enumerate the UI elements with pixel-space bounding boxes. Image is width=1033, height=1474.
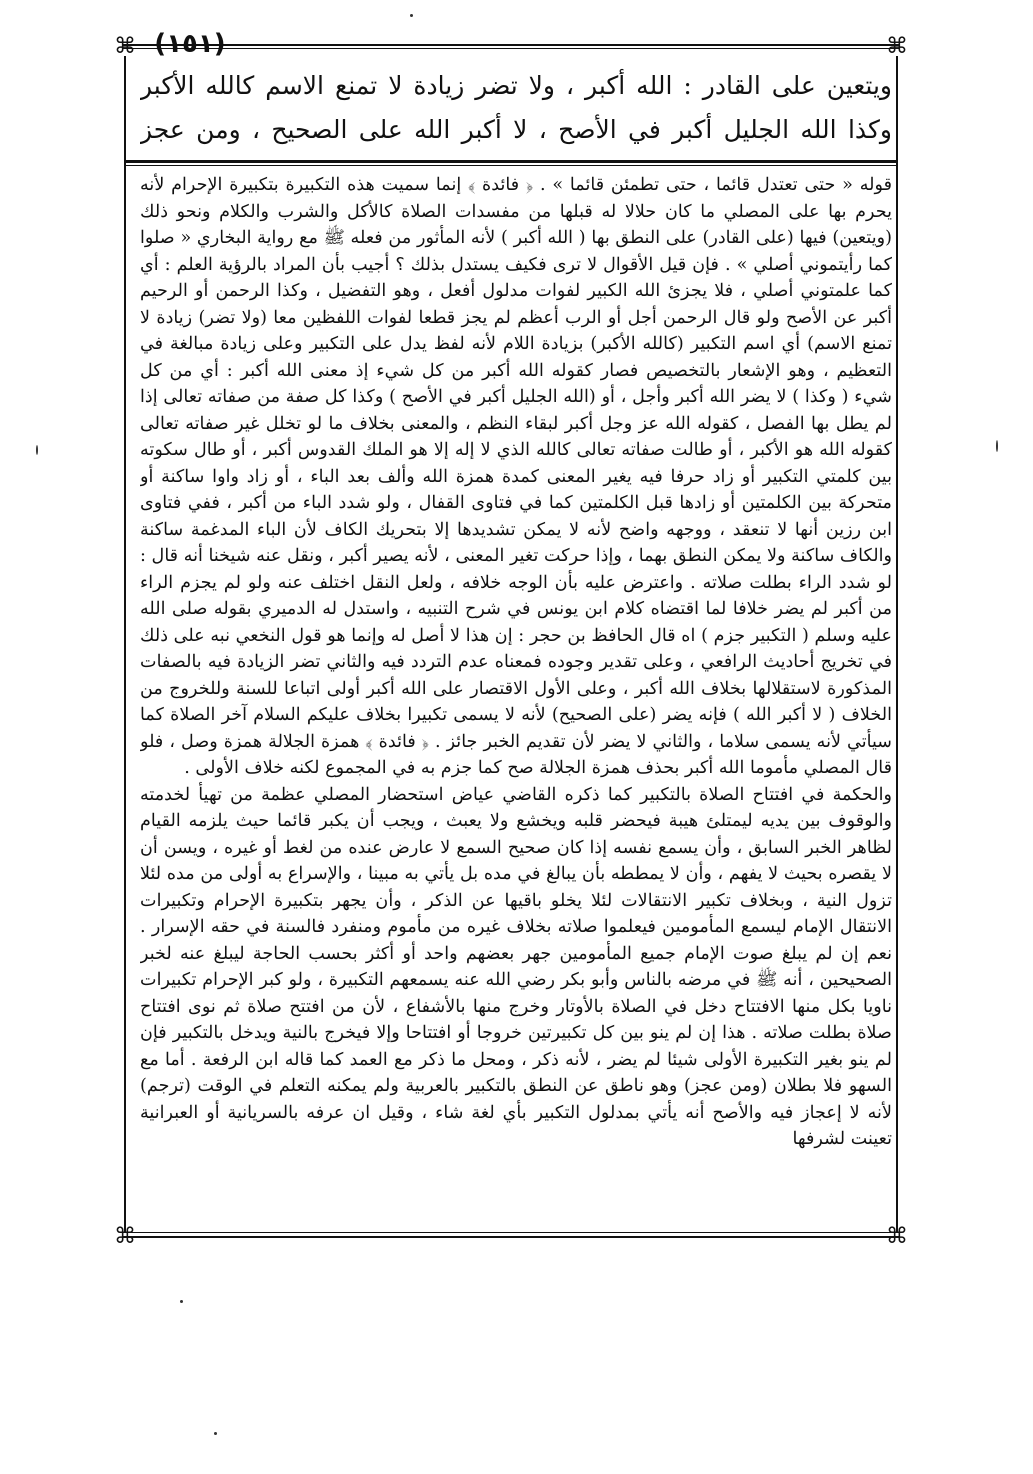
commentary-paragraph: قوله « حتى تعتدل قائما ، حتى تطمئن قائما » . ﴿ فائدة ﴾ إنما سميت هذه التكبيرة بتكبيرة الإحرام لأنه يحرم بها على المصلي ما كان حلالا له قبلها من مفسدات الصلاة كالأكل والشرب والكلام ونحو ذلك (ويتعين) فيها (على القادر) على النطق بها ( الله أكبر ) لأنه المأثور من فعله ﷺ مع رواية البخاري « صلوا كما رأيتموني أصلي » . فإن قيل الأقوال لا ترى فكيف يستدل بذلك ؟ أجيب بأن المراد بالرؤية العلم : أي كما علمتوني أصلي ، فلا يجزئ الله الكبير لفوات مدلول أفعل ، وهو التفضيل ، وكذا الرحمن أو الرحيم أكبر عن الأصح ولو قال الرحمن أجل أو الرب أعظم لم يجز قطعا لفوات اللفظين معا (ولا تضر) زيادة لا تمنع الاسم) أي اسم التكبير (كالله الأكبر) بزيادة اللام لأنه لفظ يدل على التكبير وعلى زيادة مبالغة في التعظيم ، وهو الإشعار بالتخصيص فصار كقوله الله أكبر من كل شيء إذ معنى الله أكبر : أي من كل شيء ( وكذا ) لا يضر الله أكبر وأجل ، أو (الله الجليل أكبر في الأصح ) وكذا كل صفة من صفاته تعالى إذا لم يطل بها الفصل ، كقوله الله عز وجل أكبر لبقاء النظم ، والمعنى بخلاف ما لو تخلل غير صفاته تعالى كقوله الله هو الأكبر ، أو طالت صفاته تعالى كالله الذي لا إله إلا هو الملك القدوس أكبر ، أو طال سكوته بين كلمتي التكبير أو زاد حرفا فيه يغير المعنى كمدة همزة الله وألف بعد الباء ، أو زاد واوا ساكنة أو متحركة بين الكلمتين أو زادها قبل الكلمتين كما في فتاوى القفال ، ولو شدد الباء من أكبر ، ففي فتاوى ابن رزين أنها لا تنعقد ، ووجهه واضح لأنه لا يمكن تشديدها إلا بتحريك الكاف لأن الباء المدغمة ساكنة والكاف ساكنة ولا يمكن النطق بهما ، وإذا حركت تغير المعنى ، لأنه يصير أكبر ، ونقل عنه شيخنا أنه قال : لو شدد الراء بطلت صلاته . واعترض عليه بأن الوجه خلافه ، ولعل النقل اختلف عنه ولو لم يجزم الراء من أكبر لم يضر خلافا لما اقتضاه كلام ابن يونس في شرح التنبيه ، واستدل له الدميري بقوله صلى الله عليه وسلم ( التكبير جزم ) اه قال الحافظ بن حجر : إن هذا لا أصل له وإنما هو قول النخعي نبه على ذلك في تخريج أحاديث الرافعي ، وعلى تقدير وجوده فمعناه عدم التردد فيه والثاني تضر الزيادة فيه بالصفات المذكورة لاستقلالها بخلاف الله أكبر ، وعلى الأول الاقتصار على الله أكبر أولى اتباعا للسنة وللخروج من الخلاف ( لا أكبر الله ) فإنه يضر (على الصحيح) لأنه لا يسمى تكبيرا بخلاف عليكم السلام آخر الصلاة كما سيأتي لأنه يسمى سلاما ، والثاني لا يضر لأن تقديم الخبر جائز . ﴿ فائدة ﴾ همزة الجلالة همزة وصل ، فلو قال المصلي مأموما الله أكبر بحذف همزة الجلالة صح كما جزم به في المجموع لكنه خلاف الأولى . [140,175,892,778]
scan-speck [410,14,413,17]
frame-left-line [124,56,126,1232]
corner-ornament-icon: ⌘ [886,1224,908,1249]
scan-speck [996,440,998,452]
corner-ornament-icon: ⌘ [114,34,136,59]
section-divider-thin [126,165,896,166]
corner-ornament-icon: ⌘ [886,34,908,59]
commentary-text [140,172,892,1238]
matn-text: ويتعين على القادر : الله أكبر ، ولا تضر زيادة لا تمنع الاسم كالله الأكبر وكذا الله الجليل أكبر في الأصح ، لا أكبر الله على الصحيح ، ومن عجز [140,71,892,144]
frame-top-line-inner [122,48,900,49]
frame-right-line [896,56,898,1232]
section-divider [126,160,896,163]
frame-top-line [122,44,900,46]
scan-speck [36,445,38,455]
commentary-paragraph: والحكمة في افتتاح الصلاة بالتكبير كما ذكره القاضي عياض استحضار المصلي عظمة من تهيأ لخدمته والوقوف بين يديه ليمتلئ هيبة فيحضر قلبه ويخشع ولا يعبث ، ويجب أن يكبر قائما حيث يلزمه القيام لظاهر الخبر السابق ، وأن يسمع نفسه إذا كان صحيح السمع لا عارض عنده من لغط أو غيره ، ويسن أن لا يقصره بحيث لا يفهم ، وأن لا يمططه بأن يبالغ في مده بل يأتي به مبينا ، والإسراع به أولى من مده لئلا تزول النية ، وبخلاف تكبير الانتقالات لئلا يخلو باقيها عن الذكر ، وأن يجهر بتكبيرة الإحرام وتكبيرات الانتقال الإمام ليسمع المأمومين فيعلموا صلاته بخلاف غيره من مأموم ومنفرد فالسنة في حقه الإسرار . نعم إن لم يبلغ صوت الإمام جميع المأمومين جهر بعضهم واحد أو أكثر بحسب الحاجة ليبلغ عنه لخبر الصحيحين ، أنه ﷺ في مرضه بالناس وأبو بكر رضي الله عنه يسمعهم التكبيرة ، ولو كبر الإحرام تكبيرات ناويا بكل منها الافتتاح دخل في الصلاة بالأوتار وخرج منها بالأشفاع ، لأن من افتتح صلاة ثم نوى افتتاح صلاة بطلت صلاته . هذا إن لم ينو بين كل تكبيرتين خروجا أو افتتاحا وإلا فيخرج بالنية ويدخل بالتكبير فإن لم ينو بغير التكبيرة الأولى شيئا لم يضر ، لأنه ذكر ، ومحل ما ذكر مع العمد كما قاله ابن الرفعة . أما مع السهو فلا بطلان (ومن عجز) وهو ناطق عن النطق بالتكبير بالعربية ولم يمكنه التعلم في الوقت (ترجم) لأنه لا إعجاز فيه والأصح أنه يأتي بمدلول التكبير بأي لغة شاء ، وقيل ان عرفه بالسريانية أو العبرانية تعينت لشرفها [140,784,892,1149]
scan-speck [180,1300,183,1303]
scan-speck [214,1432,217,1435]
corner-ornament-icon: ⌘ [114,1224,136,1249]
